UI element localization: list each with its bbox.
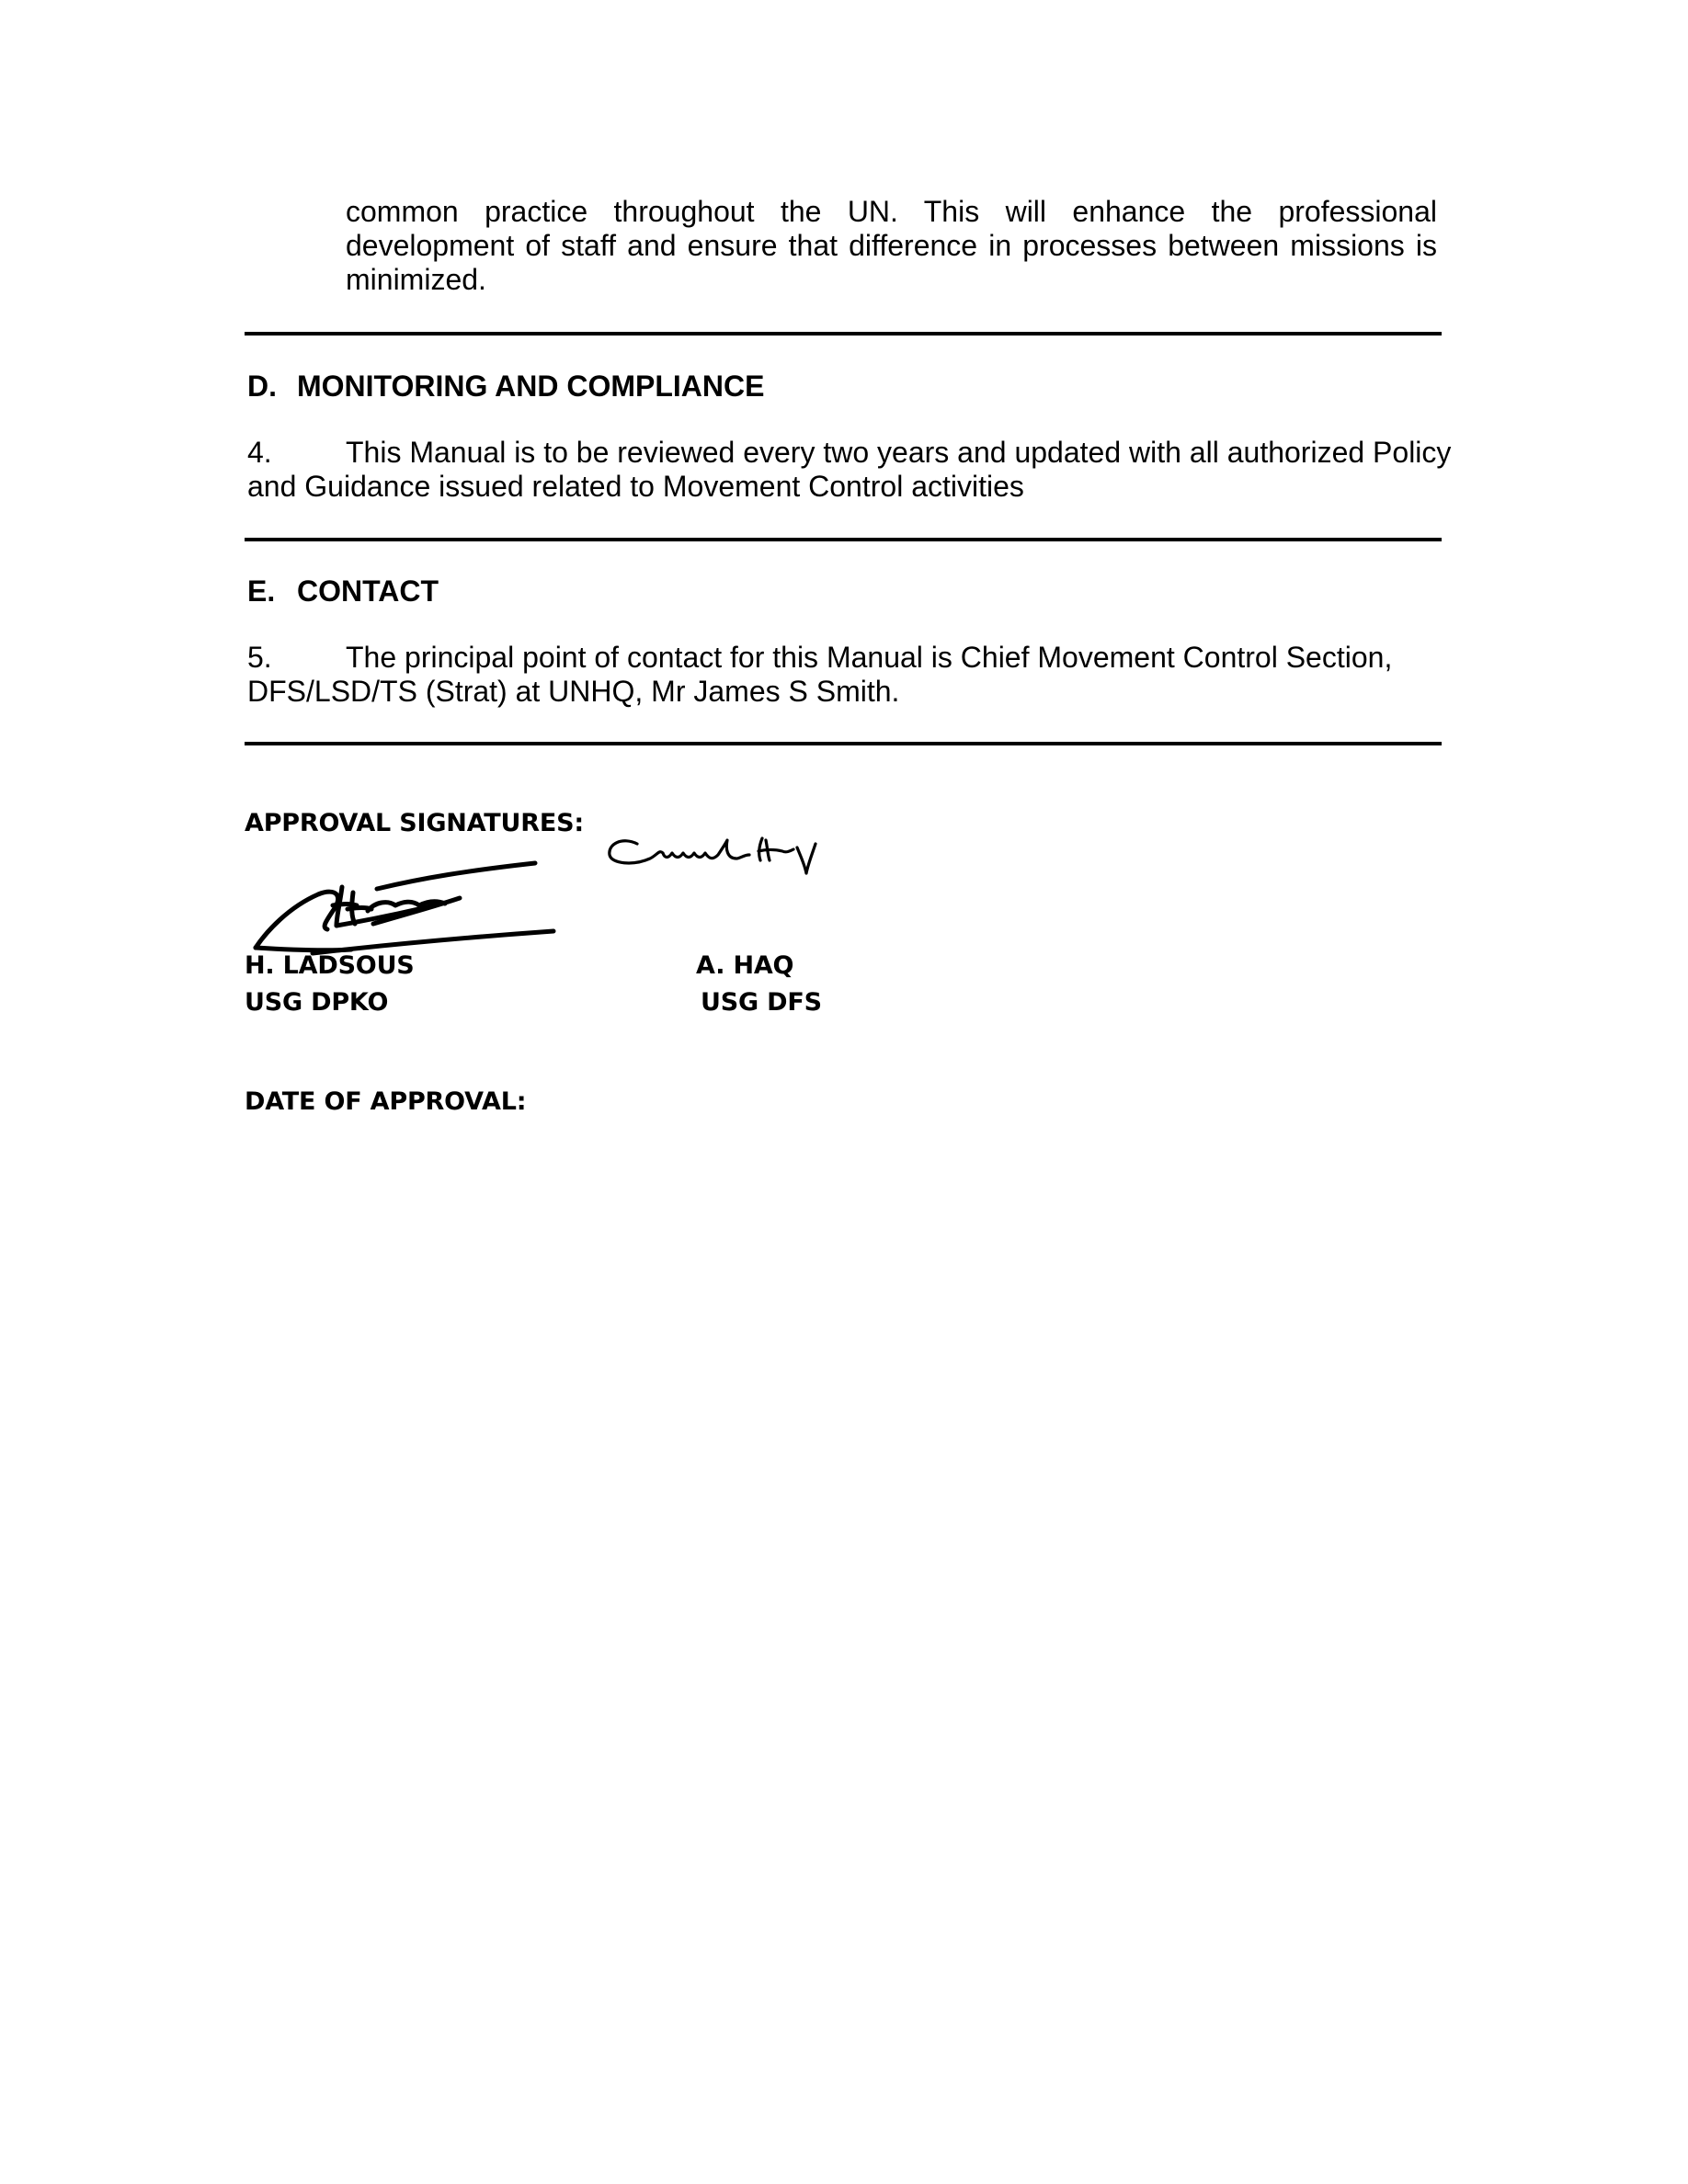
section-e-letter: E. <box>247 574 276 608</box>
section-d-heading <box>247 370 764 404</box>
signatory-2-name: A. HAQ <box>696 951 794 980</box>
paragraph-4-line-1: This Manual is to be reviewed every two years and updated with all authorized Policy <box>346 436 1452 469</box>
section-e-title: CONTACT <box>297 574 439 608</box>
paragraph-5 <box>247 641 1443 709</box>
section-divider-3 <box>245 742 1442 745</box>
signatory-1-name: H. LADSOUS <box>245 951 415 980</box>
signatory-2-title: USG DFS <box>701 988 822 1017</box>
paragraph-4 <box>247 436 1452 504</box>
signatory-1-title: USG DPKO <box>245 988 389 1017</box>
section-divider-1 <box>245 332 1442 336</box>
intro-paragraph-continued: common practice throughout the UN. This will enhance the professional development of staff and ensure that difference in processes between missions is minimized. <box>346 195 1437 296</box>
paragraph-5-line-1: The principal point of contact for this Manual is Chief Movement Control Section, <box>346 641 1393 674</box>
section-d-letter: D. <box>247 370 277 403</box>
signature-haq-image <box>602 827 878 892</box>
paragraph-5-line-2: DFS/LSD/TS (Strat) at UNHQ, Mr James S Smith. <box>247 675 900 708</box>
paragraph-4-number: 4. <box>247 436 272 469</box>
approval-signatures-heading: APPROVAL SIGNATURES: <box>245 809 584 837</box>
date-of-approval-label: DATE OF APPROVAL: <box>245 1087 527 1116</box>
paragraph-5-number: 5. <box>247 641 272 674</box>
paragraph-4-line-2: and Guidance issued related to Movement Control activities <box>247 470 1024 503</box>
section-d-title: MONITORING AND COMPLIANCE <box>297 370 765 403</box>
section-e-heading <box>247 574 439 609</box>
section-divider-2 <box>245 538 1442 541</box>
